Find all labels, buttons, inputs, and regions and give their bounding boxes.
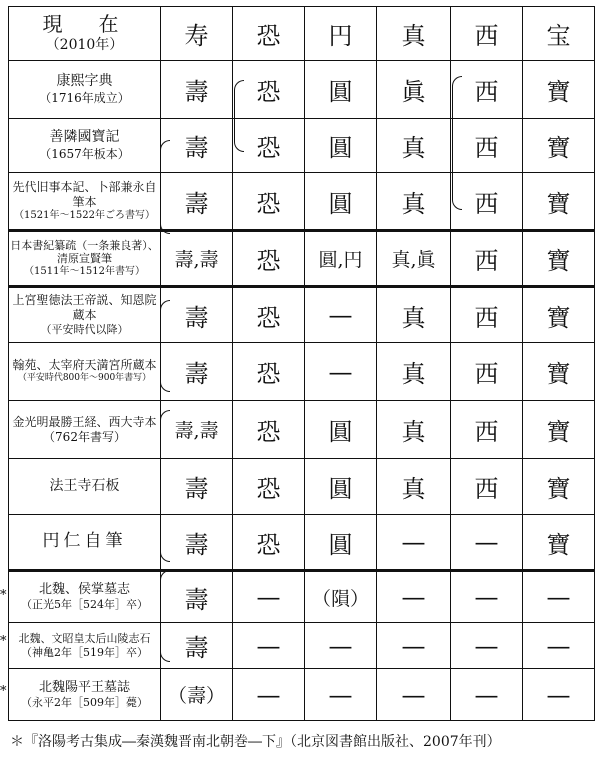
glyph-cell: 恐 xyxy=(233,173,305,231)
glyph-cell: （壽） xyxy=(161,669,233,721)
glyph-cell: 寶 xyxy=(523,401,595,459)
header-char: 真 xyxy=(377,7,451,61)
glyph-cell: 真 xyxy=(377,401,451,459)
footnote-marker: * xyxy=(0,588,7,603)
glyph-cell: — xyxy=(451,571,523,623)
header-char: 円 xyxy=(305,7,377,61)
glyph-cell: 壽 xyxy=(161,173,233,231)
glyph-cell: 真,眞 xyxy=(377,231,451,287)
table-row xyxy=(9,119,595,173)
glyph-cell: — xyxy=(233,623,305,669)
footnote-marker: * xyxy=(0,684,7,699)
glyph-cell: 圓 xyxy=(305,459,377,515)
glyph-cell: 圓 xyxy=(305,61,377,119)
source-cell xyxy=(9,61,161,119)
source-name: 北魏陽平王墓誌 xyxy=(38,679,130,695)
glyph-cell: — xyxy=(377,623,451,669)
footnote-marker: * xyxy=(0,634,7,649)
glyph-cell: 壽,壽 xyxy=(161,231,233,287)
header-source-cell xyxy=(9,7,161,61)
glyph-cell: — xyxy=(377,669,451,721)
table-row xyxy=(9,231,595,287)
header-year: （2010年） xyxy=(45,37,124,54)
source-name: 翰苑、太宰府天満宮所蔵本 xyxy=(12,358,157,373)
source-date: （1716年成立） xyxy=(39,90,130,105)
table-row xyxy=(9,515,595,571)
glyph-cell: — xyxy=(523,571,595,623)
glyph-cell: 寶 xyxy=(523,343,595,401)
glyph-cell: 西 xyxy=(451,287,523,343)
header-char: 寿 xyxy=(161,7,233,61)
header-title: 現 在 xyxy=(42,12,127,37)
source-date: （1511年～1512年書写） xyxy=(24,266,145,277)
header-char: 恐 xyxy=(233,7,305,61)
glyph-cell: 西 xyxy=(451,343,523,401)
glyph-cell: 圓 xyxy=(305,515,377,571)
glyph-cell: 真 xyxy=(377,287,451,343)
glyph-cell: 圓 xyxy=(305,401,377,459)
grouping-bracket xyxy=(160,300,170,392)
footnote-citation: ＊『洛陽考古集成―秦漢魏晋南北朝巻―下』（北京図書館出版社、2007年刊） xyxy=(10,734,501,750)
glyph-cell: 壽 xyxy=(161,61,233,119)
source-cell xyxy=(9,287,161,343)
glyph-cell: 恐 xyxy=(233,119,305,173)
glyph-cell: 恐 xyxy=(233,231,305,287)
glyph-cell: 真 xyxy=(377,173,451,231)
glyph-cell: — xyxy=(451,623,523,669)
glyph-cell: — xyxy=(523,623,595,669)
glyph-cell: — xyxy=(305,669,377,721)
glyph-cell: 恐 xyxy=(233,61,305,119)
table-row xyxy=(9,173,595,231)
glyph-cell: 恐 xyxy=(233,287,305,343)
source-name: 金光明最勝王経、西大寺本 xyxy=(12,414,157,429)
glyph-cell: 西 xyxy=(451,459,523,515)
grouping-bracket xyxy=(452,76,462,210)
source-cell xyxy=(9,119,161,173)
glyph-cell: 西 xyxy=(451,173,523,231)
glyph-cell: 壽 xyxy=(161,343,233,401)
glyph-cell: 寶 xyxy=(523,61,595,119)
glyph-cell: 壽 xyxy=(161,119,233,173)
glyph-cell: — xyxy=(451,515,523,571)
source-name: 円仁自筆 xyxy=(42,531,127,552)
source-name: 北魏、侯掌墓志 xyxy=(38,582,130,597)
source-name: 北魏、文昭皇太后山陵志石（神亀2年［519年］卒） xyxy=(18,631,151,659)
glyph-cell: 西 xyxy=(451,61,523,119)
glyph-cell: — xyxy=(305,287,377,343)
glyph-cell: 壽 xyxy=(161,515,233,571)
source-name: 康熙字典 xyxy=(56,73,113,90)
source-cell xyxy=(9,401,161,459)
glyph-cell: 圓 xyxy=(305,173,377,231)
source-cell xyxy=(9,173,161,231)
glyph-cell: 恐 xyxy=(233,459,305,515)
glyph-cell: 壽 xyxy=(161,287,233,343)
source-cell xyxy=(9,459,161,515)
glyph-cell: — xyxy=(451,669,523,721)
source-date: （1521年～1522年ごろ書写） xyxy=(14,209,155,221)
glyph-cell: 寶 xyxy=(523,119,595,173)
source-name: 先代旧事本記、卜部兼永自筆本 xyxy=(12,179,157,209)
glyph-cell: 寶 xyxy=(523,515,595,571)
glyph-cell: （隕） xyxy=(305,571,377,623)
source-name: 法王寺石板 xyxy=(49,477,120,494)
header-char: 宝 xyxy=(523,7,595,61)
glyph-cell: 寶 xyxy=(523,231,595,287)
glyph-cell: 圓 xyxy=(305,119,377,173)
glyph-cell: 壽 xyxy=(161,459,233,515)
glyph-cell: — xyxy=(377,571,451,623)
character-comparison-table xyxy=(8,6,595,721)
glyph-cell: 壽 xyxy=(161,623,233,669)
glyph-cell: 壽,壽 xyxy=(161,401,233,459)
table-row xyxy=(9,287,595,343)
glyph-cell: — xyxy=(377,515,451,571)
glyph-cell: 圓,円 xyxy=(305,231,377,287)
glyph-cell: — xyxy=(305,623,377,669)
glyph-cell: 西 xyxy=(451,119,523,173)
source-name: 上宮聖徳法王帝説、知恩院蔵本 xyxy=(12,293,157,323)
glyph-cell: 寶 xyxy=(523,173,595,231)
grouping-bracket xyxy=(234,80,244,152)
glyph-cell: 真 xyxy=(377,343,451,401)
glyph-cell: — xyxy=(523,669,595,721)
table-row xyxy=(9,623,595,669)
table-row xyxy=(9,343,595,401)
glyph-cell: 寶 xyxy=(523,287,595,343)
glyph-cell: 真 xyxy=(377,459,451,515)
glyph-cell: — xyxy=(233,571,305,623)
source-cell xyxy=(9,669,161,721)
table-row xyxy=(9,401,595,459)
glyph-cell: 壽 xyxy=(161,571,233,623)
table-row xyxy=(9,459,595,515)
source-date: （平安時代800年～900年書写） xyxy=(17,373,152,384)
source-cell xyxy=(9,343,161,401)
glyph-cell: 恐 xyxy=(233,343,305,401)
table-row xyxy=(9,571,595,623)
header-char: 西 xyxy=(451,7,523,61)
glyph-cell: 西 xyxy=(451,401,523,459)
source-name: 善隣國寶記 xyxy=(49,129,120,146)
source-cell xyxy=(9,231,161,287)
source-cell xyxy=(9,571,161,623)
source-cell xyxy=(9,623,161,669)
table-row xyxy=(9,61,595,119)
glyph-cell: 恐 xyxy=(233,515,305,571)
source-date: （1657年板本） xyxy=(39,146,130,161)
glyph-cell: — xyxy=(305,343,377,401)
grouping-bracket xyxy=(160,410,170,562)
glyph-cell: 西 xyxy=(451,231,523,287)
source-date: （平安時代以降） xyxy=(40,323,129,337)
source-date: （正光5年［524年］卒） xyxy=(21,598,148,612)
source-date: （762年書写） xyxy=(43,429,126,444)
source-cell xyxy=(9,515,161,571)
glyph-cell: 恐 xyxy=(233,401,305,459)
glyph-cell: 真 xyxy=(377,119,451,173)
table-row xyxy=(9,669,595,721)
grouping-bracket xyxy=(160,570,170,662)
source-date: （永平2年［509年］薨） xyxy=(21,695,148,709)
grouping-bracket xyxy=(160,140,170,234)
source-name: 日本書紀纂疏（一条兼良著）、清原宣賢筆 xyxy=(10,238,159,266)
glyph-cell: 眞 xyxy=(377,61,451,119)
header-row xyxy=(9,7,595,61)
glyph-cell: — xyxy=(233,669,305,721)
glyph-cell: 寶 xyxy=(523,459,595,515)
